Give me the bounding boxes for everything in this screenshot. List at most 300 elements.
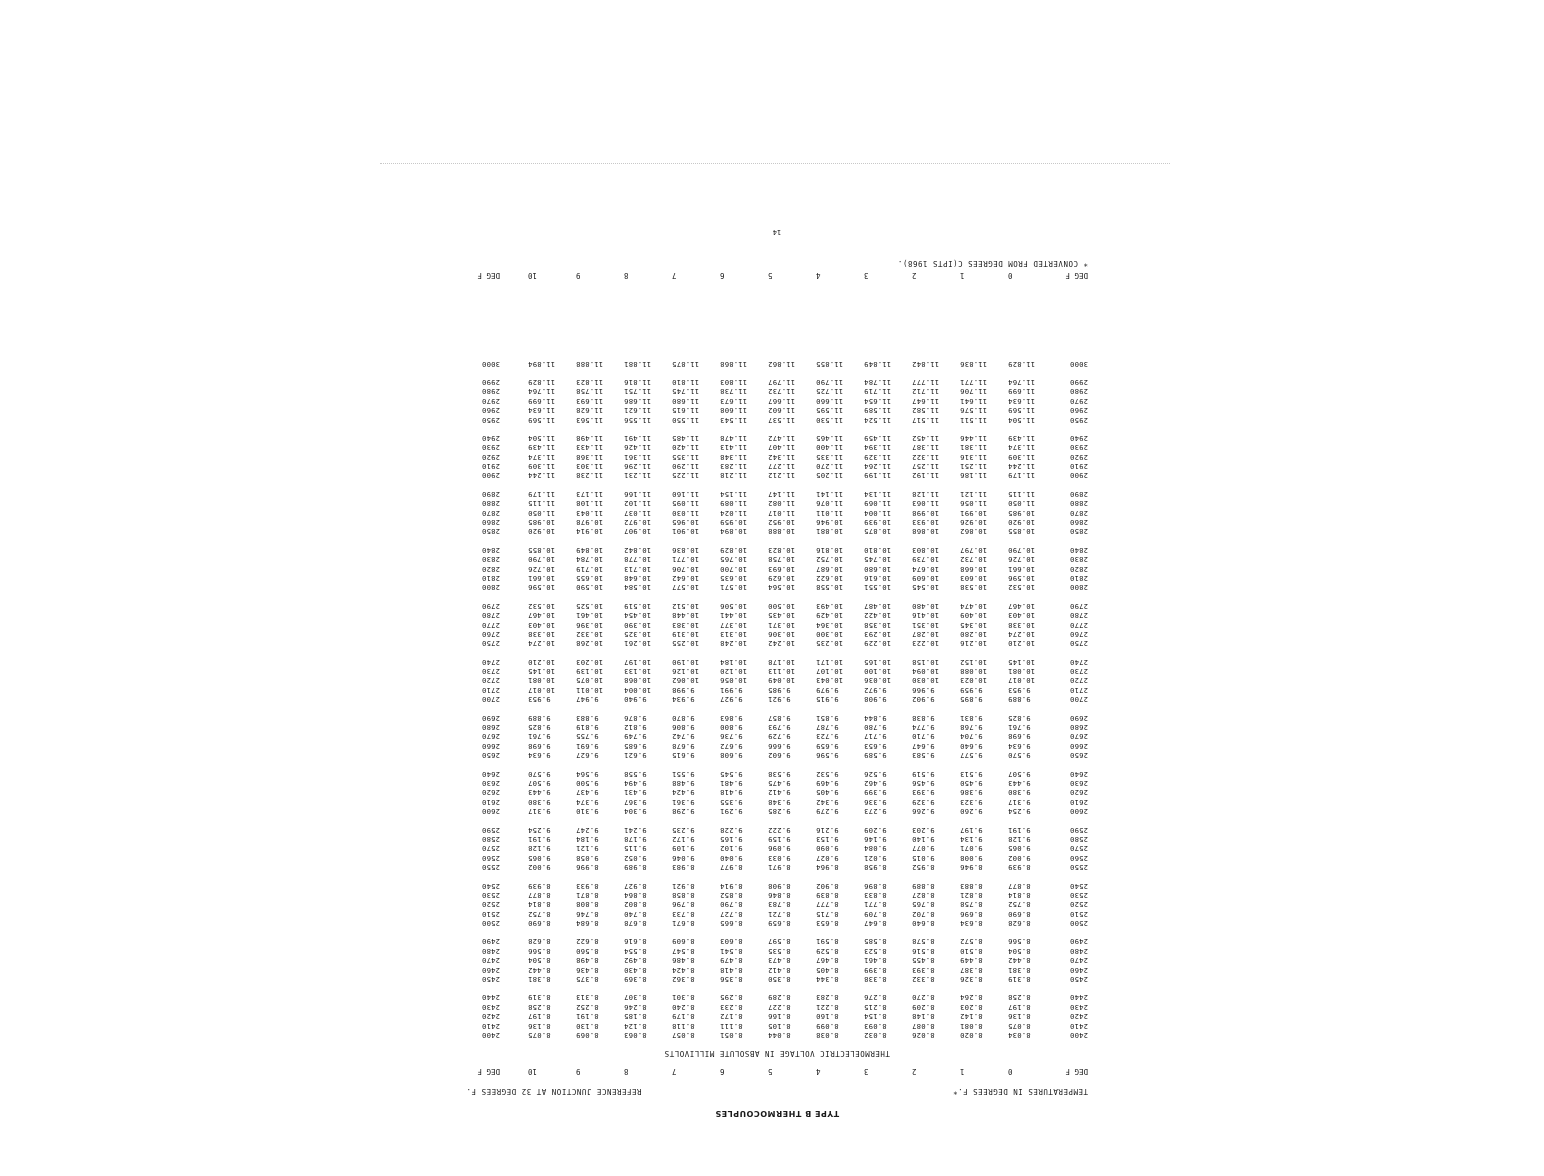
- table-cell: 11.043: [576, 508, 604, 518]
- table-cell: 9.266: [912, 807, 935, 817]
- table-cell: 11.719: [864, 387, 892, 397]
- table-cell: 10.939: [864, 518, 892, 528]
- table-cell: 8.313: [576, 993, 599, 1003]
- table-cell: 8.752: [1008, 900, 1031, 910]
- table-cell: 9.704: [960, 732, 983, 742]
- table-cell: 10.062: [672, 676, 700, 686]
- table-cell: 8.921: [672, 881, 695, 891]
- row-deg-right: 2880: [481, 499, 500, 509]
- table-cell: 11.797: [768, 377, 796, 387]
- table-cell: 9.934: [672, 695, 695, 705]
- row-deg-right: 2750: [481, 639, 500, 649]
- table-cell: 9.672: [720, 741, 743, 751]
- table-cell: 10.448: [672, 611, 700, 621]
- table-cell: 8.628: [1008, 919, 1031, 929]
- table-cell: 11.257: [912, 462, 940, 472]
- table-cell: 8.344: [816, 975, 839, 985]
- table-cell: 11.160: [672, 489, 700, 499]
- table-cell: 9.260: [960, 807, 983, 817]
- table-cell: 10.888: [768, 527, 796, 537]
- table-cell: 8.099: [816, 1021, 839, 1031]
- table-cell: 11.179: [1008, 471, 1036, 481]
- row-deg: 2860: [1069, 518, 1088, 528]
- table-cell: 9.191: [1008, 825, 1031, 835]
- table-cell: 9.698: [1008, 732, 1031, 742]
- table-cell: 8.093: [864, 1021, 887, 1031]
- table-cell: 8.430: [624, 965, 647, 975]
- table-cell: 8.535: [768, 946, 791, 956]
- table-row: [466, 630, 1088, 639]
- table-row: [466, 807, 1088, 816]
- table-cell: 9.431: [624, 788, 647, 798]
- table-cell: 10.538: [960, 583, 988, 593]
- table-cell: 8.902: [816, 881, 839, 891]
- table-cell: 8.958: [864, 863, 887, 873]
- table-cell: 10.648: [624, 573, 652, 583]
- table-cell: 11.076: [816, 499, 844, 509]
- table-cell: 10.706: [672, 564, 700, 574]
- table-cell: 8.307: [624, 993, 647, 1003]
- scanned-page: [466, 226, 1088, 1118]
- table-cell: 10.081: [528, 676, 556, 686]
- table-cell: 11.316: [960, 452, 988, 462]
- table-cell: 10.474: [960, 601, 988, 611]
- table-row: [466, 965, 1088, 974]
- table-row: [466, 751, 1088, 760]
- row-deg-right: 2560: [481, 853, 500, 863]
- row-deg-right: 2930: [481, 443, 500, 453]
- table-cell: 9.998: [672, 685, 695, 695]
- table-row: [466, 993, 1088, 1002]
- table-cell: 10.358: [864, 620, 892, 630]
- table-row: [466, 396, 1088, 405]
- table-cell: 9.691: [576, 741, 599, 751]
- table-cell: 8.461: [864, 956, 887, 966]
- row-deg-right: 2570: [481, 844, 500, 854]
- row-deg-right: 2800: [481, 583, 500, 593]
- table-cell: 9.140: [912, 834, 935, 844]
- table-cell: 10.946: [816, 518, 844, 528]
- row-deg: 2670: [1069, 732, 1088, 742]
- table-cell: 11.868: [720, 359, 748, 369]
- table-cell: 10.235: [816, 639, 844, 649]
- table-row: [466, 415, 1088, 424]
- table-cell: 10.868: [912, 527, 940, 537]
- table-cell: 8.350: [768, 975, 791, 985]
- table-cell: 10.571: [720, 583, 748, 593]
- table-cell: 8.628: [528, 937, 551, 947]
- table-cell: 11.141: [816, 489, 844, 499]
- temperature-units-note: TEMPERATURES IN DEGREES F.*: [952, 1087, 1088, 1096]
- table-cell: 10.920: [1008, 518, 1036, 528]
- table-cell: 9.456: [912, 779, 935, 789]
- table-cell: 8.375: [576, 975, 599, 985]
- row-group: [466, 434, 1088, 481]
- table-cell: 8.172: [720, 1012, 743, 1022]
- table-cell: 11.790: [816, 377, 844, 387]
- table-cell: 9.863: [720, 713, 743, 723]
- table-cell: 11.056: [960, 499, 988, 509]
- row-deg-right: 2530: [481, 890, 500, 900]
- table-cell: 11.134: [864, 489, 892, 499]
- header-col-7: 7: [672, 271, 677, 280]
- table-cell: 11.270: [816, 462, 844, 472]
- table-cell: 8.808: [576, 900, 599, 910]
- table-cell: 9.870: [672, 713, 695, 723]
- table-cell: 10.274: [528, 639, 556, 649]
- row-deg-right: 2410: [481, 1021, 500, 1031]
- table-cell: 9.203: [912, 825, 935, 835]
- table-cell: 11.037: [624, 508, 652, 518]
- table-cell: 8.721: [768, 909, 791, 919]
- table-row: [466, 863, 1088, 872]
- header-col-5: 5: [768, 271, 773, 280]
- scan-noise-line: [380, 163, 1170, 164]
- table-cell: 8.142: [960, 1012, 983, 1022]
- table-cell: 8.939: [1008, 863, 1031, 873]
- table-cell: 11.699: [1008, 387, 1036, 397]
- table-cell: 11.563: [576, 415, 604, 425]
- table-cell: 10.461: [576, 611, 604, 621]
- table-cell: 8.877: [528, 890, 551, 900]
- table-cell: 9.659: [816, 741, 839, 751]
- table-cell: 8.771: [864, 900, 887, 910]
- row-deg-right: 2600: [481, 807, 500, 817]
- table-row: [466, 620, 1088, 629]
- table-cell: 11.433: [576, 443, 604, 453]
- table-cell: 8.332: [912, 975, 935, 985]
- row-deg-right: 2450: [481, 975, 500, 985]
- table-cell: 10.661: [528, 573, 556, 583]
- row-deg: 2730: [1069, 667, 1088, 677]
- row-deg-right: 2910: [481, 462, 500, 472]
- table-cell: 11.608: [720, 406, 748, 416]
- table-cell: 11.478: [720, 433, 748, 443]
- table-cell: 11.725: [816, 387, 844, 397]
- table-cell: 11.173: [576, 489, 604, 499]
- table-cell: 9.254: [528, 825, 551, 835]
- table-cell: 8.653: [816, 919, 839, 929]
- table-cell: 8.871: [576, 890, 599, 900]
- table-cell: 10.875: [864, 527, 892, 537]
- table-cell: 10.036: [864, 676, 892, 686]
- header-col-8: 8: [624, 271, 629, 280]
- row-deg: 2750: [1069, 639, 1088, 649]
- table-cell: 8.529: [816, 946, 839, 956]
- table-cell: 10.680: [864, 564, 892, 574]
- header-col-6: 6: [720, 1067, 725, 1076]
- table-cell: 9.418: [720, 788, 743, 798]
- table-cell: 9.191: [528, 834, 551, 844]
- table-cell: 8.405: [816, 965, 839, 975]
- table-cell: 11.894: [528, 359, 556, 369]
- table-cell: 8.356: [720, 975, 743, 985]
- row-deg-right: 2950: [481, 415, 500, 425]
- table-cell: 10.596: [1008, 573, 1036, 583]
- table-cell: 11.699: [528, 396, 556, 406]
- table-cell: 8.087: [912, 1021, 935, 1031]
- table-cell: 10.075: [576, 676, 604, 686]
- table-cell: 8.264: [960, 993, 983, 1003]
- table-cell: 9.008: [960, 853, 983, 863]
- table-cell: 9.488: [672, 779, 695, 789]
- table-cell: 10.849: [576, 545, 604, 555]
- table-cell: 10.383: [672, 620, 700, 630]
- table-cell: 9.940: [624, 695, 647, 705]
- table-cell: 10.280: [960, 629, 988, 639]
- table-cell: 10.030: [912, 676, 940, 686]
- table-cell: 10.429: [816, 611, 844, 621]
- table-cell: 11.348: [720, 452, 748, 462]
- table-cell: 10.765: [720, 555, 748, 565]
- table-cell: 9.608: [720, 751, 743, 761]
- table-cell: 8.814: [528, 900, 551, 910]
- table-cell: 9.329: [912, 797, 935, 807]
- table-cell: 9.653: [864, 741, 887, 751]
- table-cell: 11.862: [768, 359, 796, 369]
- row-group: [466, 545, 1088, 592]
- row-group: [466, 825, 1088, 872]
- table-cell: 10.441: [720, 611, 748, 621]
- table-cell: 11.524: [864, 415, 892, 425]
- header-col-3: 3: [864, 1067, 869, 1076]
- row-deg-right: 2720: [481, 676, 500, 686]
- table-cell: 8.258: [528, 1002, 551, 1012]
- table-cell: 11.147: [768, 489, 796, 499]
- table-cell: 10.978: [576, 518, 604, 528]
- table-cell: 9.723: [816, 732, 839, 742]
- table-cell: 11.439: [1008, 433, 1036, 443]
- table-subtitle: THERMOELECTRIC VOLTAGE IN ABSOLUTE MILLIVOLTS: [664, 1049, 890, 1058]
- row-deg-right: 2870: [481, 508, 500, 518]
- row-deg: 2560: [1069, 853, 1088, 863]
- table-cell: 8.154: [864, 1012, 887, 1022]
- table-cell: 9.634: [528, 751, 551, 761]
- table-cell: 10.881: [816, 527, 844, 537]
- table-cell: 10.506: [720, 601, 748, 611]
- header-deg-label-right: DEG F: [477, 271, 500, 280]
- table-cell: 8.075: [1008, 1021, 1031, 1031]
- table-cell: 8.504: [1008, 946, 1031, 956]
- table-cell: 9.279: [816, 807, 839, 817]
- table-cell: 8.727: [720, 909, 743, 919]
- table-row: [466, 844, 1088, 853]
- table-cell: 10.325: [624, 629, 652, 639]
- row-deg: 2480: [1069, 946, 1088, 956]
- row-deg-right: 2460: [481, 965, 500, 975]
- table-row: [466, 779, 1088, 788]
- table-cell: 8.215: [864, 1002, 887, 1012]
- table-cell: 11.875: [672, 359, 700, 369]
- row-group: [466, 601, 1088, 648]
- table-cell: 8.319: [1008, 975, 1031, 985]
- table-cell: 11.030: [672, 508, 700, 518]
- table-cell: 10.635: [720, 573, 748, 583]
- row-deg-right: 2510: [481, 909, 500, 919]
- table-cell: 9.298: [672, 807, 695, 817]
- table-cell: 9.443: [1008, 779, 1031, 789]
- table-cell: 8.671: [672, 919, 695, 929]
- table-cell: 10.752: [816, 555, 844, 565]
- table-cell: 10.152: [960, 657, 988, 667]
- table-cell: 8.105: [768, 1021, 791, 1031]
- table-cell: 11.218: [720, 471, 748, 481]
- table-cell: 9.128: [528, 844, 551, 854]
- table-cell: 9.033: [768, 853, 791, 863]
- table-cell: 8.622: [576, 937, 599, 947]
- row-deg: 2400: [1069, 1031, 1088, 1040]
- table-row: [466, 695, 1088, 704]
- table-cell: 11.621: [624, 406, 652, 416]
- table-cell: 9.819: [576, 723, 599, 733]
- table-cell: 8.136: [528, 1021, 551, 1031]
- table-cell: 9.216: [816, 825, 839, 835]
- table-cell: 8.240: [672, 1002, 695, 1012]
- table-cell: 9.159: [768, 834, 791, 844]
- table-cell: 10.158: [912, 657, 940, 667]
- table-cell: 10.306: [768, 629, 796, 639]
- table-cell: 8.883: [960, 881, 983, 891]
- table-cell: 9.895: [960, 695, 983, 705]
- table-cell: 8.647: [864, 919, 887, 929]
- table-cell: 8.473: [768, 956, 791, 966]
- table-cell: 8.889: [912, 881, 935, 891]
- table-cell: 11.738: [720, 387, 748, 397]
- header-col-1: 1: [960, 1067, 965, 1076]
- table-cell: 11.381: [960, 443, 988, 453]
- table-cell: 8.765: [912, 900, 935, 910]
- table-row: [466, 545, 1088, 554]
- table-cell: 10.203: [576, 657, 604, 667]
- table-row: [466, 900, 1088, 909]
- table-cell: 9.481: [720, 779, 743, 789]
- table-cell: 11.881: [624, 359, 652, 369]
- table-cell: 11.706: [960, 387, 988, 397]
- row-deg-right: 2630: [481, 779, 500, 789]
- row-deg: 2900: [1069, 471, 1088, 481]
- table-cell: 10.467: [1008, 601, 1036, 611]
- table-cell: 11.400: [816, 443, 844, 453]
- table-cell: 8.246: [624, 1002, 647, 1012]
- table-cell: 10.313: [720, 629, 748, 639]
- table-cell: 9.355: [720, 797, 743, 807]
- table-cell: 9.247: [576, 825, 599, 835]
- table-cell: 11.069: [864, 499, 892, 509]
- table-cell: 8.301: [672, 993, 695, 1003]
- table-cell: 9.115: [624, 844, 647, 854]
- row-deg-right: 2430: [481, 1002, 500, 1012]
- table-cell: 10.274: [1008, 629, 1036, 639]
- table-cell: 8.684: [576, 919, 599, 929]
- table-cell: 9.710: [912, 732, 935, 742]
- table-cell: 10.700: [720, 564, 748, 574]
- table-cell: 10.223: [912, 639, 940, 649]
- table-cell: 8.690: [528, 919, 551, 929]
- table-row: [466, 434, 1088, 443]
- table-cell: 8.560: [576, 946, 599, 956]
- table-cell: 10.674: [912, 564, 940, 574]
- table-cell: 10.532: [528, 601, 556, 611]
- row-deg-right: 2550: [481, 863, 500, 873]
- table-cell: 11.758: [576, 387, 604, 397]
- table-cell: 11.667: [768, 396, 796, 406]
- header-col-2: 2: [912, 1067, 917, 1076]
- header-col-7: 7: [672, 1067, 677, 1076]
- table-cell: 9.825: [1008, 713, 1031, 723]
- table-cell: 8.566: [1008, 937, 1031, 947]
- table-cell: 10.268: [576, 639, 604, 649]
- table-cell: 9.348: [768, 797, 791, 807]
- row-deg-right: 2960: [481, 406, 500, 416]
- row-deg: 2810: [1069, 573, 1088, 583]
- header-col-3: 3: [864, 271, 869, 280]
- table-cell: 10.519: [624, 601, 652, 611]
- row-deg: 2970: [1069, 396, 1088, 406]
- table-cell: 9.507: [1008, 769, 1031, 779]
- table-cell: 11.641: [960, 396, 988, 406]
- table-cell: 9.570: [1008, 751, 1031, 761]
- table-cell: 11.771: [960, 377, 988, 387]
- table-cell: 11.764: [1008, 377, 1036, 387]
- row-deg: 2960: [1069, 406, 1088, 416]
- table-cell: 8.933: [576, 881, 599, 891]
- row-deg-right: 2490: [481, 937, 500, 947]
- table-row: [466, 909, 1088, 918]
- table-cell: 8.276: [864, 993, 887, 1003]
- table-cell: 9.222: [768, 825, 791, 835]
- row-deg-right: 2990: [481, 377, 500, 387]
- table-cell: 11.556: [624, 415, 652, 425]
- table-row: [466, 564, 1088, 573]
- table-cell: 9.589: [864, 751, 887, 761]
- table-cell: 8.252: [576, 1002, 599, 1012]
- row-deg: 2530: [1069, 890, 1088, 900]
- column-header-top: [466, 1066, 1088, 1076]
- table-cell: 11.849: [864, 359, 892, 369]
- table-cell: 11.420: [672, 443, 700, 453]
- table-cell: 9.908: [864, 695, 887, 705]
- table-cell: 10.049: [768, 676, 796, 686]
- table-cell: 8.467: [816, 956, 839, 966]
- table-cell: 8.124: [624, 1021, 647, 1031]
- row-deg-right: 2520: [481, 900, 500, 910]
- table-cell: 9.342: [816, 797, 839, 807]
- table-cell: 10.564: [768, 583, 796, 593]
- table-cell: 10.487: [864, 601, 892, 611]
- table-cell: 10.017: [528, 685, 556, 695]
- table-cell: 10.364: [816, 620, 844, 630]
- table-cell: 11.368: [576, 452, 604, 462]
- table-cell: 8.185: [624, 1012, 647, 1022]
- table-row: [466, 639, 1088, 648]
- table-cell: 9.685: [624, 741, 647, 751]
- table-cell: 9.235: [672, 825, 695, 835]
- page-number: 14: [772, 228, 782, 236]
- table-cell: 9.545: [720, 769, 743, 779]
- table-cell: 9.399: [864, 788, 887, 798]
- table-cell: 11.654: [864, 396, 892, 406]
- table-cell: 11.011: [816, 508, 844, 518]
- table-cell: 8.659: [768, 919, 791, 929]
- header-col-5: 5: [768, 1067, 773, 1076]
- table-cell: 9.787: [816, 723, 839, 733]
- table-cell: 10.713: [624, 564, 652, 574]
- table-row: [466, 937, 1088, 946]
- row-deg-right: 2920: [481, 452, 500, 462]
- row-deg: 2650: [1069, 751, 1088, 761]
- table-cell: 9.780: [864, 723, 887, 733]
- table-cell: 11.816: [624, 377, 652, 387]
